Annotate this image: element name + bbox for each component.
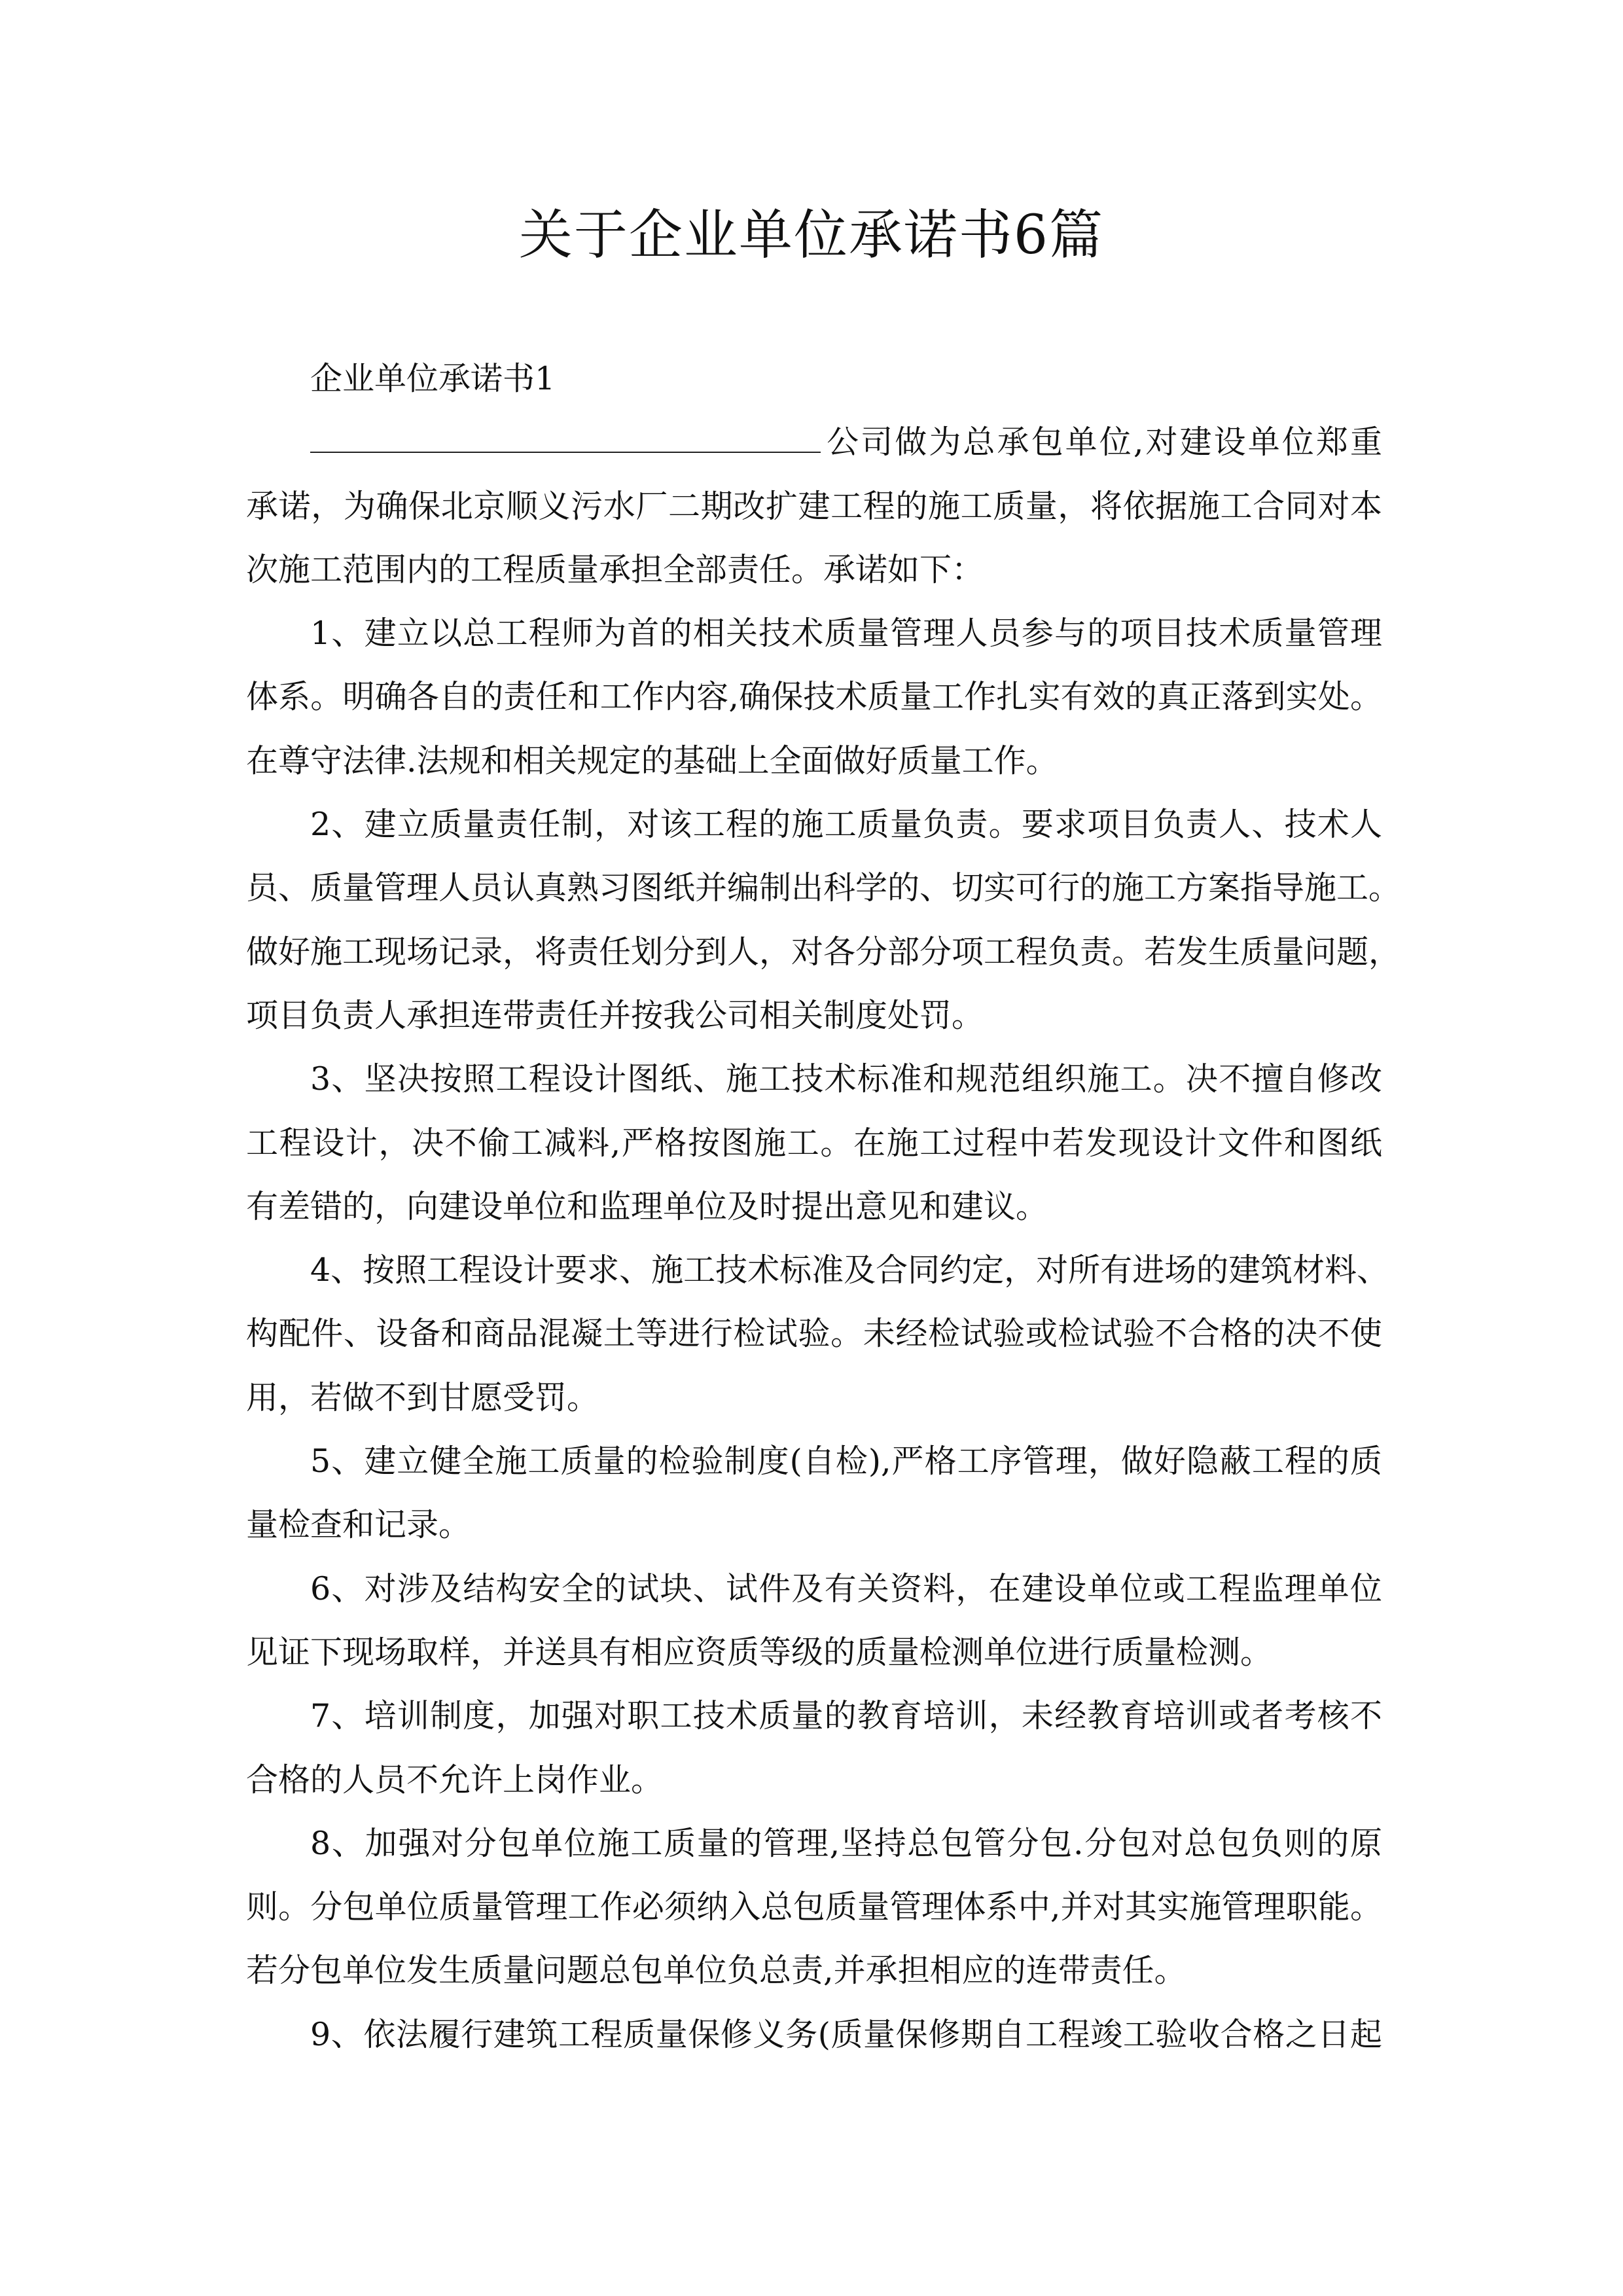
paragraph-line: 在尊守法律.法规和相关规定的基础上全面做好质量工作。: [246, 742, 1058, 780]
paragraph-line: 项目负责人承担连带责任并按我公司相关制度处罚。: [246, 996, 984, 1034]
paragraph-line: 5、建立健全施工质量的检验制度(自检),严格工序管理，做好隐蔽工程的质: [310, 1443, 1382, 1480]
paragraph-line: 承诺，为确保北京顺义污水厂二期改扩建工程的施工质量，将依据施工合同对本: [246, 487, 1382, 525]
paragraph-line: 员、质量管理人员认真熟习图纸并编制出科学的、切实可行的施工方案指导施工。: [246, 869, 1401, 907]
paragraph-line: 1、建立以总工程师为首的相关技术质量管理人员参与的项目技术质量管理: [310, 615, 1382, 653]
paragraph-line: 4、按照工程设计要求、施工技术标准及合同约定，对所有进场的建筑材料、: [310, 1251, 1389, 1289]
document-body: [246, 347, 1401, 2066]
paragraph-line: 6、对涉及结构安全的试块、试件及有关资料，在建设单位或工程监理单位: [310, 1570, 1382, 1607]
paragraph-line: 构配件、设备和商品混凝土等进行检试验。未经检试验或检试验不合格的决不使: [246, 1315, 1382, 1353]
line-text: 公司做为总承包单位,对建设单位郑重: [825, 423, 1382, 461]
paragraph-line: 工程设计，决不偷工减料,严格按图施工。在施工过程中若发现设计文件和图纸: [246, 1124, 1382, 1162]
paragraph-line: 体系。明确各自的责任和工作内容,确保技术质量工作扎实有效的真正落到实处。: [246, 678, 1382, 716]
section-heading: 企业单位承诺书1: [310, 360, 556, 397]
paragraph-line: 次施工范围内的工程质量承担全部责任。承诺如下：: [246, 550, 984, 588]
paragraph-line: 若分包单位发生质量问题总包单位负总责,并承担相应的连带责任。: [246, 1952, 1186, 1990]
paragraph-line: 3、坚决按照工程设计图纸、施工技术标准和规范组织施工。决不擅自修改: [310, 1060, 1382, 1098]
paragraph-line: 用，若做不到甘愿受罚。: [246, 1378, 599, 1416]
paragraph-line: 合格的人员不允许上岗作业。: [246, 1761, 664, 1799]
paragraph-line: 有差错的，向建设单位和监理单位及时提出意见和建议。: [246, 1187, 1048, 1225]
document-title: 关于企业单位承诺书6篇: [518, 204, 1105, 266]
paragraph-line: 见证下现场取样，并送具有相应资质等级的质量检测单位进行质量检测。: [246, 1633, 1273, 1671]
company-name-blank[interactable]: [310, 412, 821, 453]
paragraph-line: 则。分包单位质量管理工作必须纳入总包质量管理体系中,并对其实施管理职能。: [246, 1888, 1382, 1926]
paragraph-line: 2、建立质量责任制，对该工程的施工质量负责。要求项目负责人、技术人: [310, 806, 1382, 844]
paragraph-line: [246, 410, 1382, 474]
paragraph-line: 9、依法履行建筑工程质量保修义务(质量保修期自工程竣工验收合格之日起: [310, 2015, 1382, 2053]
paragraph-line: 7、培训制度，加强对职工技术质量的教育培训，未经教育培训或者考核不: [310, 1697, 1382, 1735]
paragraph-line: 8、加强对分包单位施工质量的管理,坚持总包管分包.分包对总包负则的原: [310, 1824, 1382, 1862]
paragraph-line: 做好施工现场记录，将责任划分到人，对各分部分项工程负责。若发生质量问题，: [246, 933, 1401, 971]
paragraph-line: 量检查和记录。: [246, 1506, 471, 1544]
